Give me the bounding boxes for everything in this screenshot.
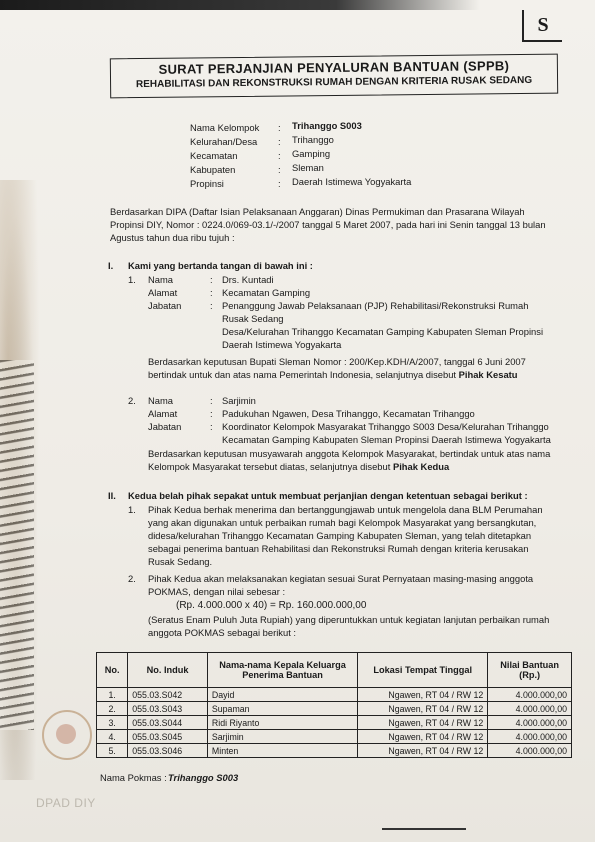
identity-label: Kelurahan/Desa [190,136,258,147]
cell-induk: 055.03.S045 [128,730,208,744]
party-field-value: Sarjimin [222,395,256,406]
table-row [97,702,572,716]
party-basis: Berdasarkan keputusan Bupati Sleman Nomor : 200/Kep.KDH/A/2007, tanggal 6 Juni 2007 [148,356,526,367]
party-field-value-cont: Daerah Istimewa Yogyakarta [222,339,342,350]
clause-line: Rusak Sedang. [148,556,213,567]
party-field-label: Nama [148,395,174,406]
cell-amount: 4.000.000,00 [488,688,572,702]
budget-formula: (Rp. 4.000.000 x 40) = Rp. 160.000.000,00 [176,600,367,611]
cell-amount: 4.000.000,00 [488,702,572,716]
section-number: I. [108,260,114,271]
identity-value: Trihanggo [292,134,334,145]
cell-no: 3. [97,716,128,730]
table-row [97,688,572,702]
archive-watermark: DPAD DIY [36,796,96,810]
party-basis-text: Kelompok Masyarakat tersebut diatas, selanjutnya disebut [148,461,391,472]
clause-line: (Seratus Enam Puluh Juta Rupiah) yang diperuntukkan untuk kegiatan lanjutan perbaikan rumah [148,614,550,625]
colon: : [278,178,281,189]
party-field-value-cont: Rusak Sedang [222,313,284,324]
section-heading: Kami yang bertanda tangan di bawah ini : [128,260,313,271]
section-number: II. [108,490,116,501]
cell-no: 5. [97,744,128,758]
colon: : [210,395,213,406]
colon: : [210,300,213,311]
clause-line: sebagai penerima bantuan Rehabilitasi dan Rekonstruksi Rumah dengan kriteria kerusakan [148,543,529,554]
cell-name: Supaman [207,702,357,716]
party-field-label: Jabatan [148,300,182,311]
party-field-label: Alamat [148,408,178,419]
cell-location: Ngawen, RT 04 / RW 12 [358,744,488,758]
clause-line: anggota POKMAS sebagai berikut : [148,627,297,638]
clause-line: yang akan digunakan untuk perbaikan rumah bagi Kelompok Masyarakat yang bersangkutan, [148,517,537,528]
colon: : [278,122,281,133]
colon: : [210,274,213,285]
colon: : [278,164,281,175]
cell-no: 1. [97,688,128,702]
cell-induk: 055.03.S046 [128,744,208,758]
cell-amount: 4.000.000,00 [488,744,572,758]
recipients-table [96,652,572,758]
column-header: No. Induk [128,653,208,688]
table-row [97,730,572,744]
party-field-value-cont: Desa/Kelurahan Trihanggo Kecamatan Gamping Kabupaten Sleman Propinsi [222,326,544,337]
scan-edge-shadow [0,0,480,10]
colon: : [278,150,281,161]
party-field-value: Drs. Kuntadi [222,274,274,285]
column-header: Lokasi Tempat Tinggal [358,653,488,688]
cell-name: Ridi Riyanto [207,716,357,730]
column-header: Nilai Bantuan (Rp.) [488,653,572,688]
intro-line: Agustus tahun dua ribu tujuh : [110,232,235,243]
torn-margin [0,360,34,730]
party-field-value-cont: Kecamatan Gamping Kabupaten Sleman Propinsi Daerah Istimewa Yogyakarta [222,434,551,445]
identity-value: Daerah Istimewa Yogyakarta [292,176,412,187]
cell-induk: 055.03.S042 [128,688,208,702]
party-field-value: Penanggung Jawab Pelaksanaan (PJP) Rehabilitasi/Rekonstruksi Rumah [222,300,529,311]
party-field-label: Nama [148,274,174,285]
party-designation: Pihak Kesatu [458,369,518,380]
pokmas-label: Nama Pokmas : [100,772,167,783]
cell-location: Ngawen, RT 04 / RW 12 [358,730,488,744]
clause-line: POKMAS, dengan nilai sebesar : [148,586,286,597]
party-basis-text: bertindak untuk dan atas nama Pemerintah Indonesia, selanjutnya disebut [148,369,457,380]
title-box [110,54,558,99]
document-title: SURAT PERJANJIAN PENYALURAN BANTUAN (SPPB) [158,58,510,77]
colon: : [210,421,213,432]
cell-name: Dayid [207,688,357,702]
party-field-value: Padukuhan Ngawen, Desa Trihanggo, Kecamatan Trihanggo [222,408,475,419]
cell-no: 2. [97,702,128,716]
colon: : [210,287,213,298]
party-field-label: Jabatan [148,421,182,432]
identity-label: Kecamatan [190,150,238,161]
cell-name: Minten [207,744,357,758]
signature-line [382,828,466,830]
identity-label: Nama Kelompok [190,122,260,133]
document-subtitle: REHABILITASI DAN REKONSTRUKSI RUMAH DENGAN KRITERIA RUSAK SEDANG [135,74,533,91]
colon: : [278,136,281,147]
intro-line: Propinsi DIY, Nomor : 0224.0/069-03.1/-/2007 tanggal 5 Maret 2007, pada hari ini Senin tanggal 13 bulan [110,219,546,230]
section-heading: Kedua belah pihak sepakat untuk membuat perjanjian dengan ketentuan sebagai berikut : [128,490,528,501]
pokmas-value: Trihanggo S003 [168,772,239,783]
cell-induk: 055.03.S044 [128,716,208,730]
column-header: No. [97,653,128,688]
party-field-value: Koordinator Kelompok Masyarakat Trihanggo S003 Desa/Kelurahan Trihanggo [222,421,549,432]
party-number: 2. [128,395,136,406]
identity-label: Propinsi [190,178,224,189]
cell-location: Ngawen, RT 04 / RW 12 [358,688,488,702]
party-field-value: Kecamatan Gamping [222,287,311,298]
clause-line: didesa/kelurahan Trihanggo Kecamatan Gamping Kabupaten Sleman, yang telah ditetapkan [148,530,532,541]
clause-line: Pihak Kedua berhak menerima dan bertanggungjawab untuk mengelola dana BLM Perumahan [148,504,543,515]
clause-number: 2. [128,573,136,584]
cell-name: Sarjimin [207,730,357,744]
identity-value: Trihanggo S003 [292,120,362,131]
party-field-label: Alamat [148,287,178,298]
cell-amount: 4.000.000,00 [488,716,572,730]
stamp-center [56,724,76,744]
identity-value: Sleman [292,162,324,173]
cell-location: Ngawen, RT 04 / RW 12 [358,702,488,716]
column-header: Nama-nama Kepala Keluarga Penerima Bantuan [207,653,357,688]
party-basis [148,461,449,473]
party-designation: Pihak Kedua [392,461,450,472]
cell-amount: 4.000.000,00 [488,730,572,744]
clause-line: Pihak Kedua akan melaksanakan kegiatan sesuai Surat Pernyataan masing-masing anggota [148,573,534,584]
corner-code: S [522,10,562,42]
colon: : [210,408,213,419]
table-row [97,716,572,730]
party-number: 1. [128,274,136,285]
cell-no: 4. [97,730,128,744]
identity-label: Kabupaten [190,164,236,175]
intro-line: Berdasarkan DIPA (Daftar Isian Pelaksanaan Anggaran) Dinas Permukiman dan Prasarana Wilayah [110,206,525,217]
table-row [97,744,572,758]
identity-value: Gamping [292,148,331,159]
party-basis: Berdasarkan keputusan musyawarah anggota Kelompok Masyarakat, bertindak untuk atas nama [148,448,551,459]
clause-number: 1. [128,504,136,515]
cell-induk: 055.03.S043 [128,702,208,716]
stamp-seal [42,710,92,760]
party-basis [148,369,518,381]
table-header-row [97,653,572,688]
cell-location: Ngawen, RT 04 / RW 12 [358,716,488,730]
